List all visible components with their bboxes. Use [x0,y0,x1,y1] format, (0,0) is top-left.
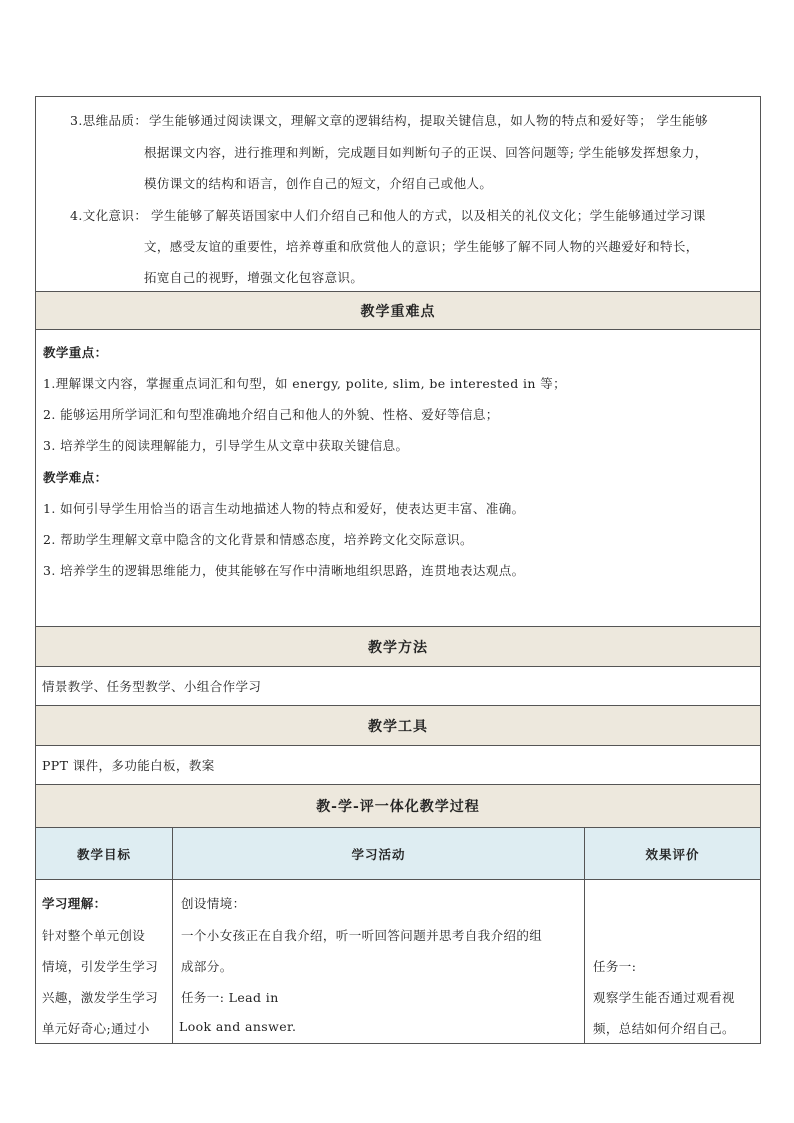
item4-line-2: 文，感受友谊的重要性，培养尊重和欣赏他人的意识；学生能够了解不同人物的兴趣爱好和特长， [144,239,699,254]
difficulty-item-3: 3. 培养学生的逻辑思维能力，使其能够在写作中清晰地组织思路，连贯地表达观点。 [43,563,525,578]
evaluation-cell [585,880,760,1043]
activity-line-1: 创设情境： [181,896,246,911]
objectives-section [36,97,760,292]
activity-line-3: 成部分。 [181,959,233,974]
focus-item-1: 1.理解课文内容，掌握重点词汇和句型，如 energy, polite, slim, be interested in 等； [43,376,567,391]
focus-item-3: 3. 培养学生的阅读理解能力，引导学生从文章中获取关键信息。 [43,438,409,453]
key-points-header: 教学重难点 [36,292,760,330]
process-header: 教-学-评一体化教学过程 [36,785,760,828]
activity-cell [173,880,585,1043]
difficulty-item-2: 2. 帮助学生理解文章中隐含的文化背景和情感态度，培养跨文化交际意识。 [43,532,473,547]
focus-item-2: 2. 能够运用所学词汇和句型准确地介绍自己和他人的外貌、性格、爱好等信息； [43,407,499,422]
difficulty-item-1: 1. 如何引导学生用恰当的语言生动地描述人物的特点和爱好，使表达更丰富、准确。 [43,501,525,516]
item4-label: 4.文化意识： [70,208,148,223]
goal-title: 学习理解： [42,896,107,911]
column-evaluation: 效果评价 [645,846,700,862]
item4-line-3: 拓宽自己的视野，增强文化包容意识。 [144,270,364,285]
item3-label: 3.思维品质： [70,113,148,128]
methods-header: 教学方法 [36,627,760,667]
evaluation-line-2: 观察学生能否通过观看视 [593,990,735,1005]
evaluation-line-3: 频，总结如何介绍自己。 [593,1021,735,1036]
item3-line-3: 模仿课文的结构和语言，创作自己的短文，介绍自己或他人。 [144,176,493,191]
goal-line-4: 单元好奇心;通过小 [42,1021,150,1036]
evaluation-line-1: 任务一: [593,959,637,974]
focus-title: 教学重点： [43,345,108,360]
goal-line-1: 针对整个单元创设 [42,928,146,943]
item4-line-1: 学生能够了解英语国家中人们介绍自己和他人的方式，以及相关的礼仪文化；学生能够通过学习课 [151,208,706,223]
methods-text: 情景教学、任务型教学、小组合作学习 [36,667,760,706]
column-goal: 教学目标 [36,828,173,879]
process-column-headers [36,828,760,880]
goal-line-3: 兴趣，激发学生学习 [42,990,159,1005]
difficulty-title: 教学难点： [43,470,108,485]
tools-header: 教学工具 [36,706,760,746]
process-row [36,880,760,1044]
activity-line-5: Look and answer. [179,1019,297,1034]
key-points-section [36,330,760,627]
activity-line-2: 一个小女孩正在自我介绍，听一听回答问题并思考自我介绍的组 [181,928,543,943]
item3-line-2: 根据课文内容，进行推理和判断，完成题目如判断句子的正误、回答问题等; 学生能够发挥想象力， [144,145,708,160]
tools-text: PPT 课件，多功能白板，教案 [36,746,760,785]
goal-cell [36,880,173,1043]
goal-line-2: 情境，引发学生学习 [42,959,159,974]
activity-line-4: 任务一: Lead in [181,990,279,1005]
lesson-plan-table [35,96,761,1044]
item3-line-1: 学生能够通过阅读课文，理解文章的逻辑结构，提取关键信息，如人物的特点和爱好等； 学生能够 [149,113,709,128]
column-activity: 学习活动 [173,828,585,879]
